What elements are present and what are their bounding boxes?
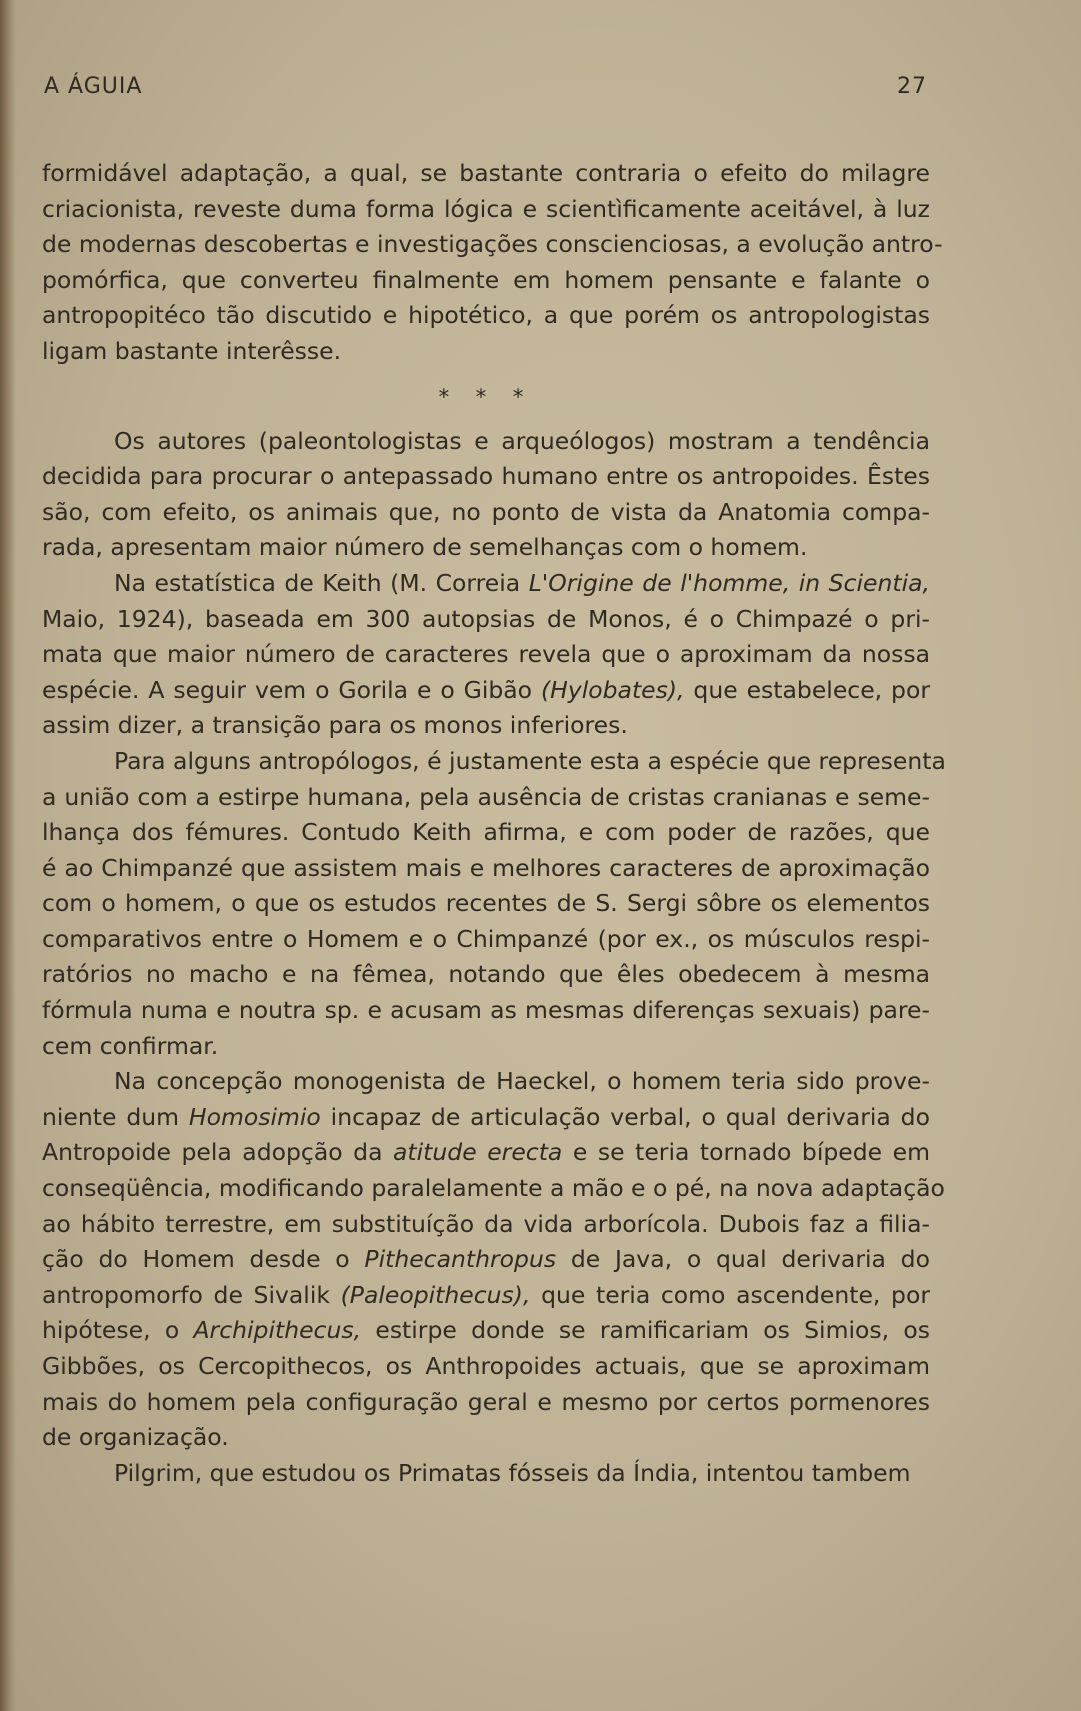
text-run: Na estatística de Keith (M. Correia <box>114 568 521 597</box>
text-run: Antropoide pela adopção da <box>42 1138 383 1167</box>
text-line: cem confirmar. <box>42 1031 219 1060</box>
text-line: rada, apresentam maior número de semelhanças com o homem. <box>42 533 808 562</box>
taxon-name: (Hylobates), <box>540 675 685 704</box>
text-run: que estabelece, por <box>693 675 930 704</box>
text-line: ratórios no macho e na fêmea, notando que êles obedecem à mesma <box>42 960 930 989</box>
taxon-name: Pithecanthropus <box>364 1245 557 1274</box>
text-run: ção do Homem desde o <box>42 1245 350 1274</box>
text-line <box>42 1135 930 1171</box>
text-run: niente dum <box>42 1102 180 1131</box>
text-line: ligam bastante interêsse. <box>42 336 342 365</box>
text-line: criacionista, reveste duma forma lógica e scientìficamente aceitável, à luz <box>42 194 930 223</box>
running-header <box>44 74 927 102</box>
text-line: Pilgrim, que estudou os Primatas fósseis da Índia, intentou tambem <box>114 1458 911 1487</box>
emphasis-term: atitude erecta <box>393 1138 563 1167</box>
text-line <box>42 1278 930 1314</box>
text-line: é ao Chimpanzé que assistem mais e melhores caracteres de aproximação <box>42 853 930 882</box>
text-run: hipótese, o <box>42 1316 180 1345</box>
text-line: fórmula numa e noutra sp. e acusam as mesmas diferenças sexuais) pare- <box>42 996 930 1025</box>
text-line: pomórfica, que converteu finalmente em homem pensante e falante o <box>42 265 930 294</box>
text-line <box>42 1100 930 1136</box>
text-line: com o homem, o que os estudos recentes de S. Sergi sôbre os elementos <box>42 889 930 918</box>
book-spine-shadow <box>0 0 16 1711</box>
text-line <box>42 673 930 709</box>
text-line: Para alguns antropólogos, é justamente esta a espécie que representa <box>114 746 946 775</box>
text-line: ao hábito terrestre, em substituíção da vida arborícola. Dubois faz a filia- <box>42 1209 930 1238</box>
text-line: conseqüência, modificando paralelamente a mão e o pé, na nova adaptação <box>42 1174 945 1203</box>
text-line: comparativos entre o Homem e o Chimpanzé (por ex., os músculos respi- <box>42 924 930 953</box>
text-line: Na concepção monogenista de Haeckel, o homem teria sido prove- <box>114 1067 930 1096</box>
text-line <box>42 1242 930 1278</box>
text-run: e se teria tornado bípede em <box>572 1138 930 1167</box>
text-line: mais do homem pela configuração geral e mesmo por certos pormenores <box>42 1387 930 1416</box>
text-line: Os autores (paleontologistas e arqueólogos) mostram a tendência <box>114 426 930 455</box>
body-text <box>42 156 946 1491</box>
text-line <box>42 1313 930 1349</box>
taxon-name: Archipithecus, <box>193 1316 362 1345</box>
text-line: antropopitéco tão discutido e hipotético, a que porém os antropologistas <box>42 301 930 330</box>
text-run: antropomorfo de Sivalik <box>42 1280 330 1309</box>
text-line: são, com efeito, os animais que, no ponto de vista da Anatomia compa- <box>42 497 930 526</box>
taxon-name: (Paleopithecus), <box>340 1280 531 1309</box>
text-run: de Java, o qual derivaria do <box>570 1245 930 1274</box>
text-line: formidável adaptação, a qual, se bastante contraria o efeito do milagre <box>42 159 930 187</box>
text-line: lhança dos fémures. Contudo Keith afirma, e com poder de razões, que <box>42 818 930 847</box>
taxon-name: Homosimio <box>188 1102 321 1131</box>
text-line: Gibbões, os Cercopithecos, os Anthropoides actuais, que se aproximam <box>42 1352 930 1380</box>
text-line <box>42 566 930 602</box>
text-line: assim dizer, a transição para os monos inferiores. <box>42 711 628 740</box>
text-run: incapaz de articulação verbal, o qual derivaria do <box>330 1102 930 1131</box>
text-line: de organização. <box>42 1423 229 1452</box>
page-number: 27 <box>897 74 927 99</box>
text-run: estirpe donde se ramificariam os Simios, os <box>375 1316 930 1345</box>
text-line: a união com a estirpe humana, pela ausência de cristas cranianas e seme- <box>42 782 930 811</box>
text-run: que teria como ascendente, por <box>541 1280 930 1309</box>
text-line: Maio, 1924), baseada em 300 autopsias de Monos, é o Chimpazé o pri- <box>42 604 930 633</box>
citation-title: L'Origine de l'homme, in Scientia, <box>528 568 930 597</box>
journal-title: A ÁGUIA <box>44 74 143 99</box>
section-separator: * * * <box>438 384 534 409</box>
text-line: mata que maior número de caracteres revela que o aproximam da nossa <box>42 640 930 669</box>
text-line: de modernas descobertas e investigações conscienciosas, a evolução antro- <box>42 230 943 259</box>
text-line: decidida para procurar o antepassado humano entre os antropoides. Êstes <box>42 462 930 491</box>
text-run: espécie. A seguir vem o Gorila e o Gibão <box>42 675 533 704</box>
